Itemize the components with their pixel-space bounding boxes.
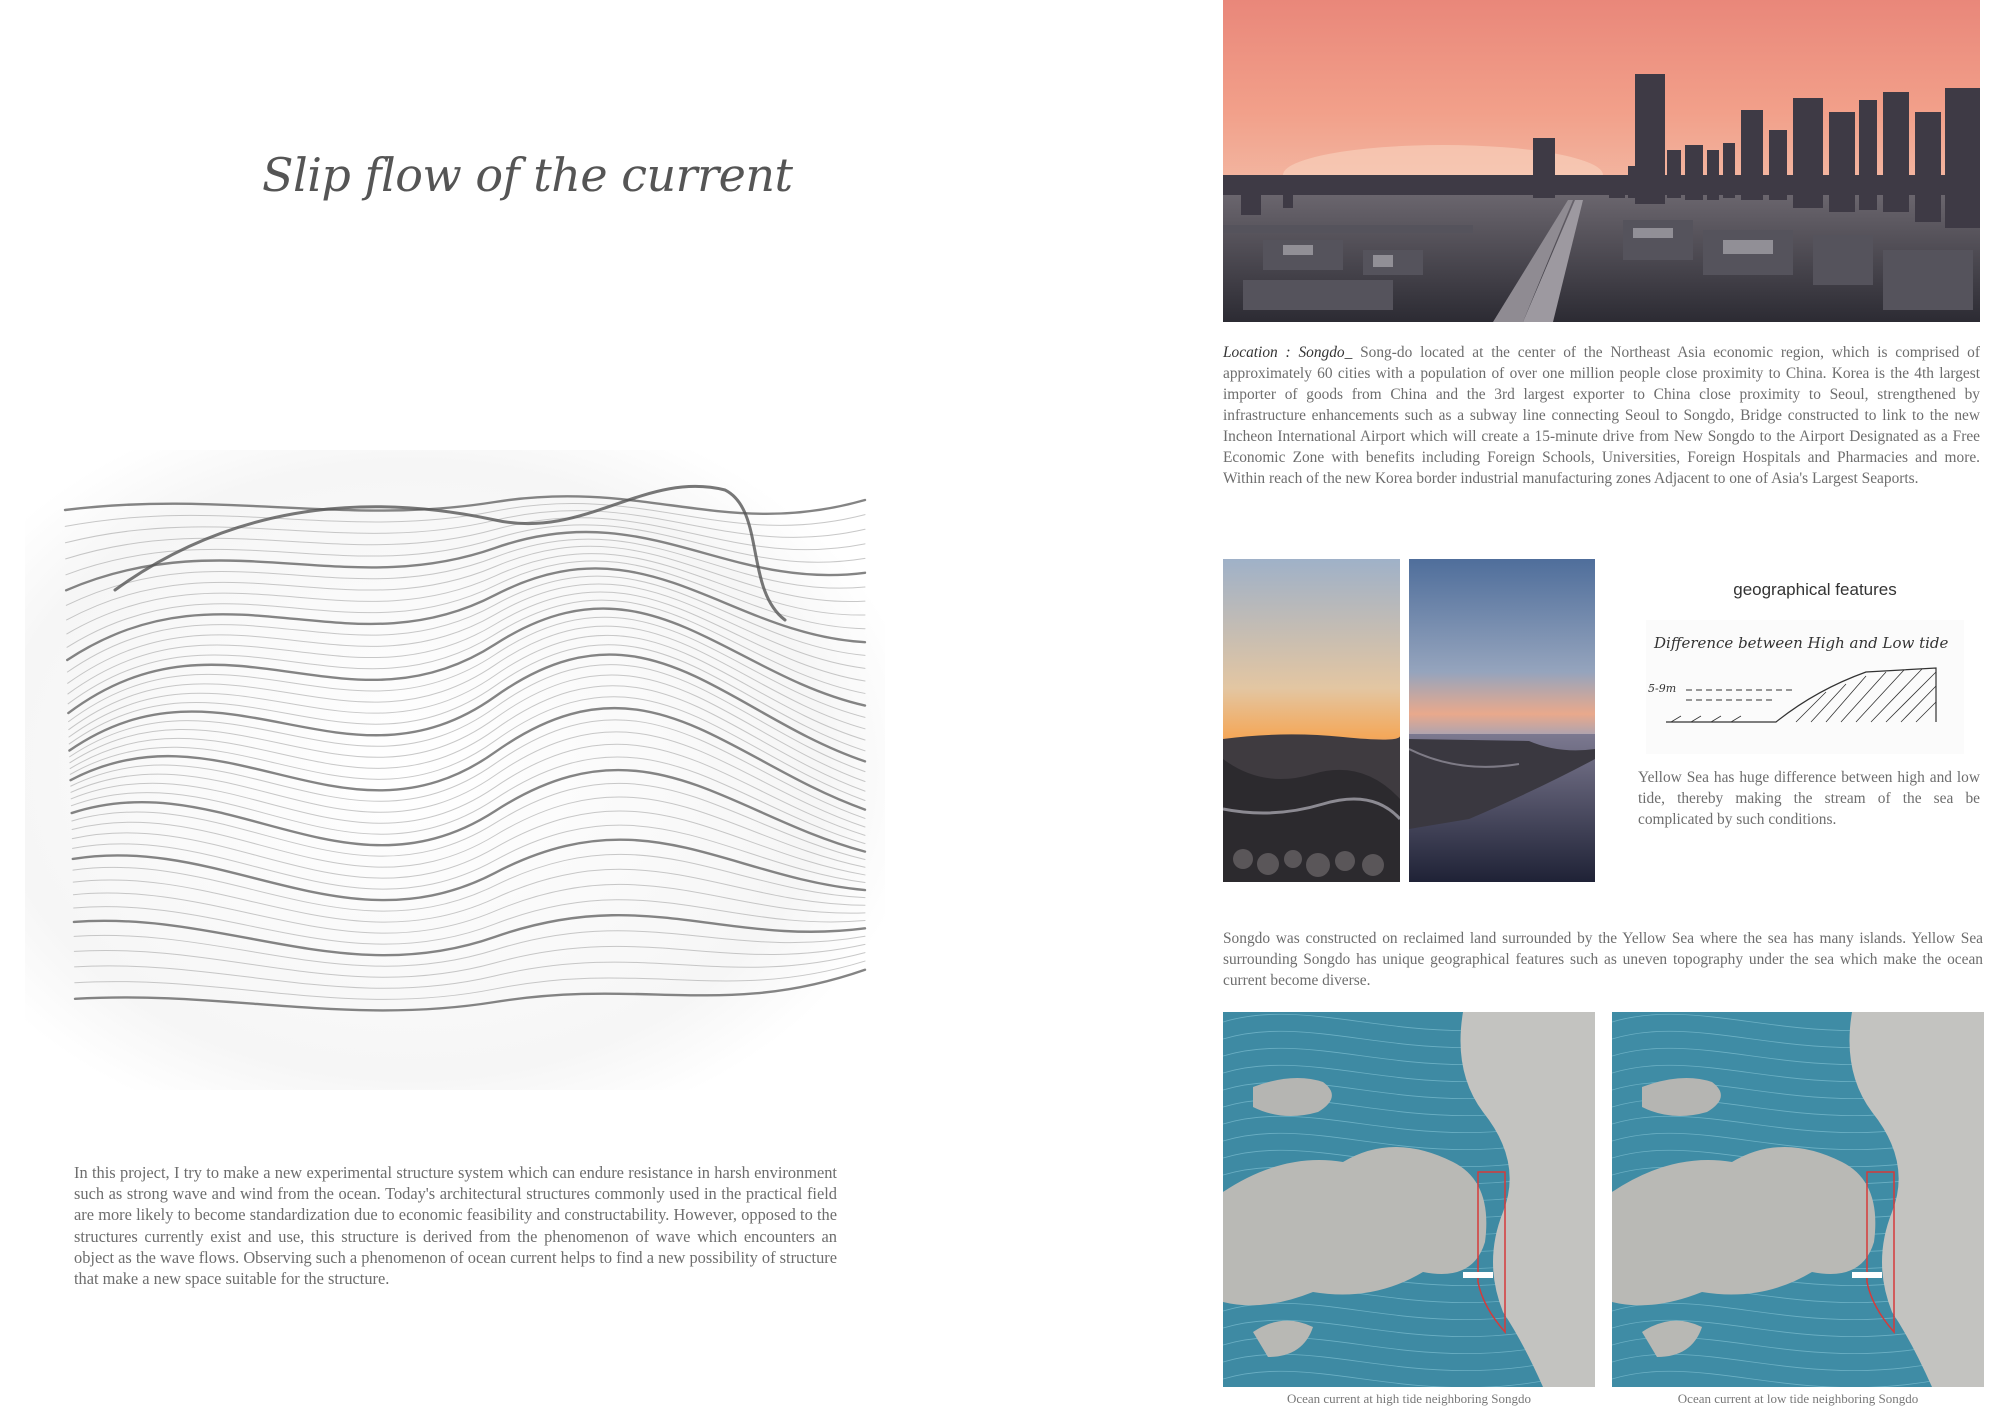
page-title: Slip flow of the current [262,148,793,202]
songdo-paragraph: Songdo was constructed on reclaimed land surrounded by the Yellow Sea where the sea has many islands. Yellow Sea surrounding Songdo has unique geographical features such as uneven topography under the sea which make the ocean current become diverse. [1223,930,1983,989]
intro-paragraph: In this project, I try to make a new experimental structure system which can endure resistance in harsh environment such as strong wave and wind from the ocean. Today's architectural structures commonly used in the practical field are more likely to become standardization due to economic feasibility and constructability. However, opposed to the structures currently exist and use, this structure is derived from the phenomenon of wave which encounters an object as the wave flows. Observing such a phenomenon of ocean current helps to find a new possibility of structure that make a new space suitable for the structure. [74,1163,837,1289]
songdo-skyline-photo [1223,0,1980,322]
tide-sketch-caption: Difference between High and Low tide [1654,634,1949,652]
location-label: Location : Songdo_ [1223,344,1353,361]
location-text: Song-do located at the center of the Northeast Asia economic region, which is comprised of approximately 60 cities with a population of over one million people close proximity to China. Korea is the 4th largest importer of goods from China and the 3rd largest exporter to China close proximity to Seoul, strengthened by infrastructure enhancements such as a subway line connecting Seoul to Songdo, Bridge constructed to link to the new Incheon International Airport which will create a 15-minute drive from New Songdo to the Airport Designated as a Free Economic Zone with benefits including Foreign Schools, Universities, Foreign Hospitals and Pharmacies and more. Within reach of the new Korea border industrial manufacturing zones Adjacent to one of Asia's Largest Seaports. [1223,344,1980,487]
ocean-current-map-low-tide [1612,1012,1984,1387]
tidal-flat-photo-right [1409,559,1595,882]
tide-difference-sketch [1646,620,1964,754]
geographical-description: Yellow Sea has huge difference between high and low tide, thereby making the stream of the sea be complicated by such conditions. [1638,769,1980,828]
location-paragraph [1223,342,1980,489]
map-caption-high-tide: Ocean current at high tide neighboring Songdo [1286,1391,1532,1406]
tidal-flat-photo-left [1223,559,1400,882]
tide-range-label: 5-9m [1648,682,1677,695]
ocean-current-map-high-tide [1223,1012,1595,1387]
wave-flow-sketch [25,450,885,1090]
geographical-features-heading: geographical features [1733,580,1897,599]
map-caption-low-tide: Ocean current at low tide neighboring Songdo [1677,1391,1919,1406]
